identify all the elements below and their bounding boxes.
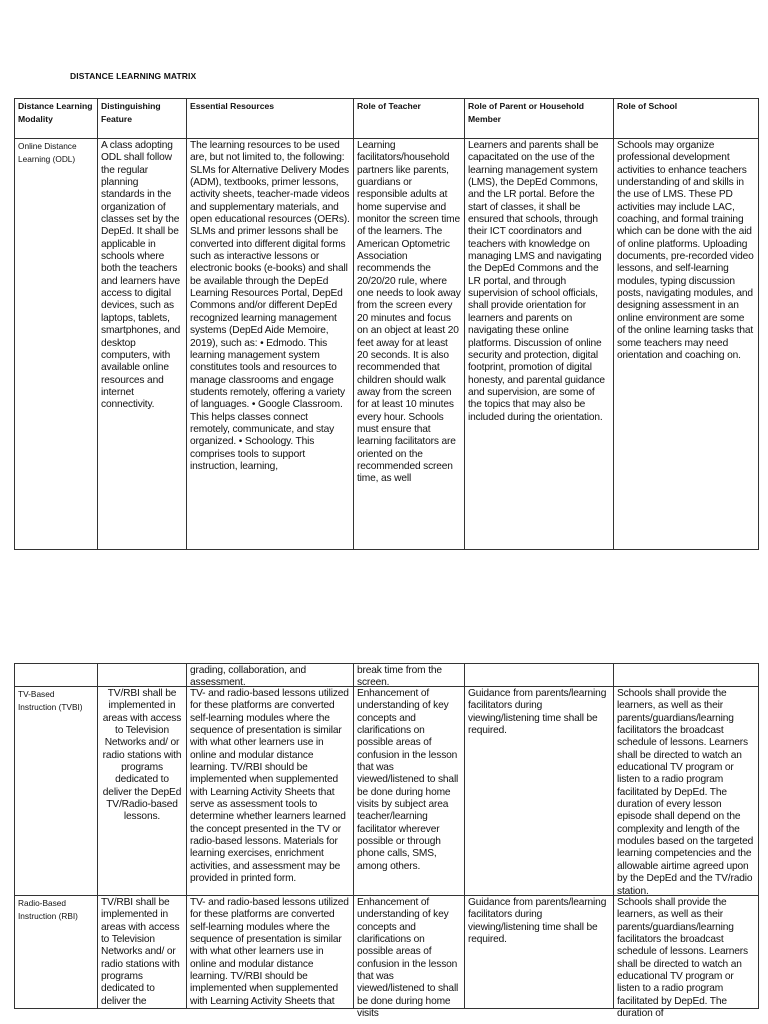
rbi-teacher-text: Enhancement of understanding of key concepts and clarifications on possible areas of confusion in the lesson that was viewed/listened to shall be done during home visits <box>357 897 459 1020</box>
rbi-feature-text: TV/RBI shall be implemented in areas with access to Television Networks and/ or radio stations with programs dedicated to deliver the <box>101 897 180 1007</box>
cell-cont-parent <box>465 664 614 687</box>
table-row-rbi <box>15 896 759 1009</box>
cell-cont-feature <box>98 664 187 687</box>
cell-tvbi-school <box>614 687 759 896</box>
tvbi-resources-text: TV- and radio-based lessons utilized for these platforms are converted self-learning modules where the sequence of presentation is similar with what other learners use in online and modular distance learning. TV/RBI should be implemented when supplemented with Learning Activity Sheets that serve as assessment tools to determine whether learners learned the concept presented in the TV or radio-based lessons. Materials for learning exercises, enrichment activities, and assessment may be provided in printed form. <box>190 688 349 885</box>
cell-cont-school <box>614 664 759 687</box>
cell-tvbi-teacher <box>354 687 465 896</box>
cell-odl-school <box>614 139 759 550</box>
matrix-table-page-2 <box>14 663 759 1020</box>
tvbi-school-text: Schools shall provide the learners, as well as their parents/guardians/learning facilitators the broadcast schedule of lessons. Learners shall be directed to watch an educational TV program or listen to a radio program facilitated by DepEd. The duration of every lesson episode shall depend on the complexity and length of the modules based on the targeted learning competencies and the allowable airtime agreed upon by the DepEd and the TV/radio station. <box>617 688 754 897</box>
tvbi-parent-text: Guidance from parents/learning facilitators during viewing/listening time shall be required. <box>468 688 607 737</box>
odl-modality-text: Online Distance Learning (ODL) <box>18 141 77 164</box>
cell-rbi-school <box>614 896 759 1020</box>
header-parent: Role of Parent or Household Member <box>465 99 614 139</box>
cont-resources-text: grading, collaboration, and assessment. <box>190 665 307 689</box>
header-resources: Essential Resources <box>187 99 354 139</box>
rbi-modality-text: Radio-Based Instruction (RBI) <box>18 898 78 921</box>
cell-odl-resources <box>187 139 354 550</box>
page-title: DISTANCE LEARNING MATRIX <box>70 71 197 81</box>
header-feature: Distinguishing Feature <box>98 99 187 139</box>
cell-odl-teacher <box>354 139 465 550</box>
cell-odl-parent <box>465 139 614 550</box>
cell-rbi-feature <box>98 896 187 1009</box>
rbi-parent-text: Guidance from parents/learning facilitators during viewing/listening time shall be required. <box>468 897 607 946</box>
cell-rbi-parent <box>465 896 614 1009</box>
rbi-school-text: Schools shall provide the learners, as well as their parents/guardians/learning facilitators the broadcast schedule of lessons. Learners shall be directed to watch an educational TV program or listen to a radio program facilitated by DepEd. The duration of <box>617 897 748 1020</box>
odl-resources-text: The learning resources to be used are, but not limited to, the following: SLMs for Alternative Delivery Modes (ADM), textbooks, primer lessons, activity sheets, teacher-made videos and supplementary materials, and open educational resources (OERs). SLMs and primer lessons shall be converted into different digital forms such as interactive lessons or electronic books (e-books) and shall be available through the DepEd Learning Resources Portal, DepEd Commons and/or different DepEd recognized learning management systems (DepEd Aide Memoire, 2019), such as: • Edmodo. This learning management system constitutes tools and resources to manage classrooms and engage students remotely, offering a variety of languages. • Google Classroom. This helps classes connect remotely, communicate, and stay organized. • Schoology. This comprises tools to support instruction, learning, <box>190 140 350 472</box>
matrix-table-page-1 <box>14 98 759 550</box>
cell-tvbi-resources <box>187 687 354 896</box>
tvbi-feature-text: TV/RBI shall be implemented in areas with access to Television Networks and/ or radio stations with programs dedicated to deliver the DepEd TV/Radio-based lessons. <box>102 688 182 823</box>
cont-teacher-text: break time from the screen. <box>357 665 442 689</box>
cell-tvbi-feature <box>98 687 187 896</box>
cell-tvbi-parent <box>465 687 614 896</box>
header-school: Role of School <box>614 99 759 139</box>
tvbi-teacher-text: Enhancement of understanding of key concepts and clarifications on possible areas of confusion in the lesson that was viewed/listened to shall be done during home visits by subject area teacher/learning facilitator wherever possible or through phone calls, SMS, among others. <box>357 688 459 872</box>
table-row-tvbi <box>15 687 759 896</box>
odl-school-text: Schools may organize professional development activities to enhance teachers understanding of and skills in the use of LMS. These PD activities may include LAC, coaching, and formal training which can be done with the aid of online platforms. Uploading documents, pre-recorded video lessons, and self-learning modules, typing discussion posts, navigating modules, and designing assessment in an online environment are some of the online learning tasks that some teachers may need orientation and coaching on. <box>617 140 754 361</box>
tvbi-modality-text: TV-Based Instruction (TVBI) <box>18 689 83 712</box>
table-row-continuation <box>15 664 759 687</box>
header-row <box>15 99 759 139</box>
cell-cont-teacher <box>354 664 465 687</box>
header-modality: Distance Learning Modality <box>15 99 98 139</box>
rbi-resources-text: TV- and radio-based lessons utilized for these platforms are converted self-learning modules where the sequence of presentation is similar with what other learners use in online and modular distance learning. TV/RBI should be implemented when supplemented with Learning Activity Sheets that <box>190 897 349 1007</box>
odl-feature-text: A class adopting ODL shall follow the regular planning standards in the organization of classes set by the DepEd. It shall be applicable in schools where both the teachers and learners have access to digital devices, such as laptops, tablets, smartphones, and desktop computers, with available online resources and internet connectivity. <box>101 140 181 411</box>
cell-rbi-teacher <box>354 896 465 1020</box>
cell-odl-feature <box>98 139 187 550</box>
odl-teacher-text: Learning facilitators/household partners like parents, guardians or responsible adults at home supervise and monitor the screen time of the learners. The American Optometric Association recommends the 20/20/20 rule, where one needs to look away from the screen every 20 minutes and focus on an object at least 20 feet away for at least 20 seconds. It is also recommended that children should walk away from the screen for at least 10 minutes every hour. Schools must ensure that learning facilitators are oriented on the recommended screen time, as well <box>357 140 461 485</box>
cell-cont-modality <box>15 664 98 687</box>
cell-cont-resources <box>187 664 354 687</box>
cell-rbi-modality <box>15 896 98 1009</box>
cell-rbi-resources <box>187 896 354 1009</box>
cell-odl-modality <box>15 139 98 550</box>
table-row-odl <box>15 139 759 550</box>
cell-tvbi-modality <box>15 687 98 896</box>
header-teacher: Role of Teacher <box>354 99 465 139</box>
odl-parent-text: Learners and parents shall be capacitated on the use of the learning management system (LMS), the DepEd Commons, and the LR portal. Before the start of classes, it shall be ensured that schools, through their ICT coordinators and teachers with knowledge on managing LMS and navigating the DepEd Commons and the LR portal, and through supervision of school officials, shall provide orientation for learners and parents on navigating these online platforms. Discussion of online security and protection, digital footprint, promotion of digital honesty, and parental guidance and supervision, are some of the topics that may also be included during the orientation. <box>468 140 605 423</box>
